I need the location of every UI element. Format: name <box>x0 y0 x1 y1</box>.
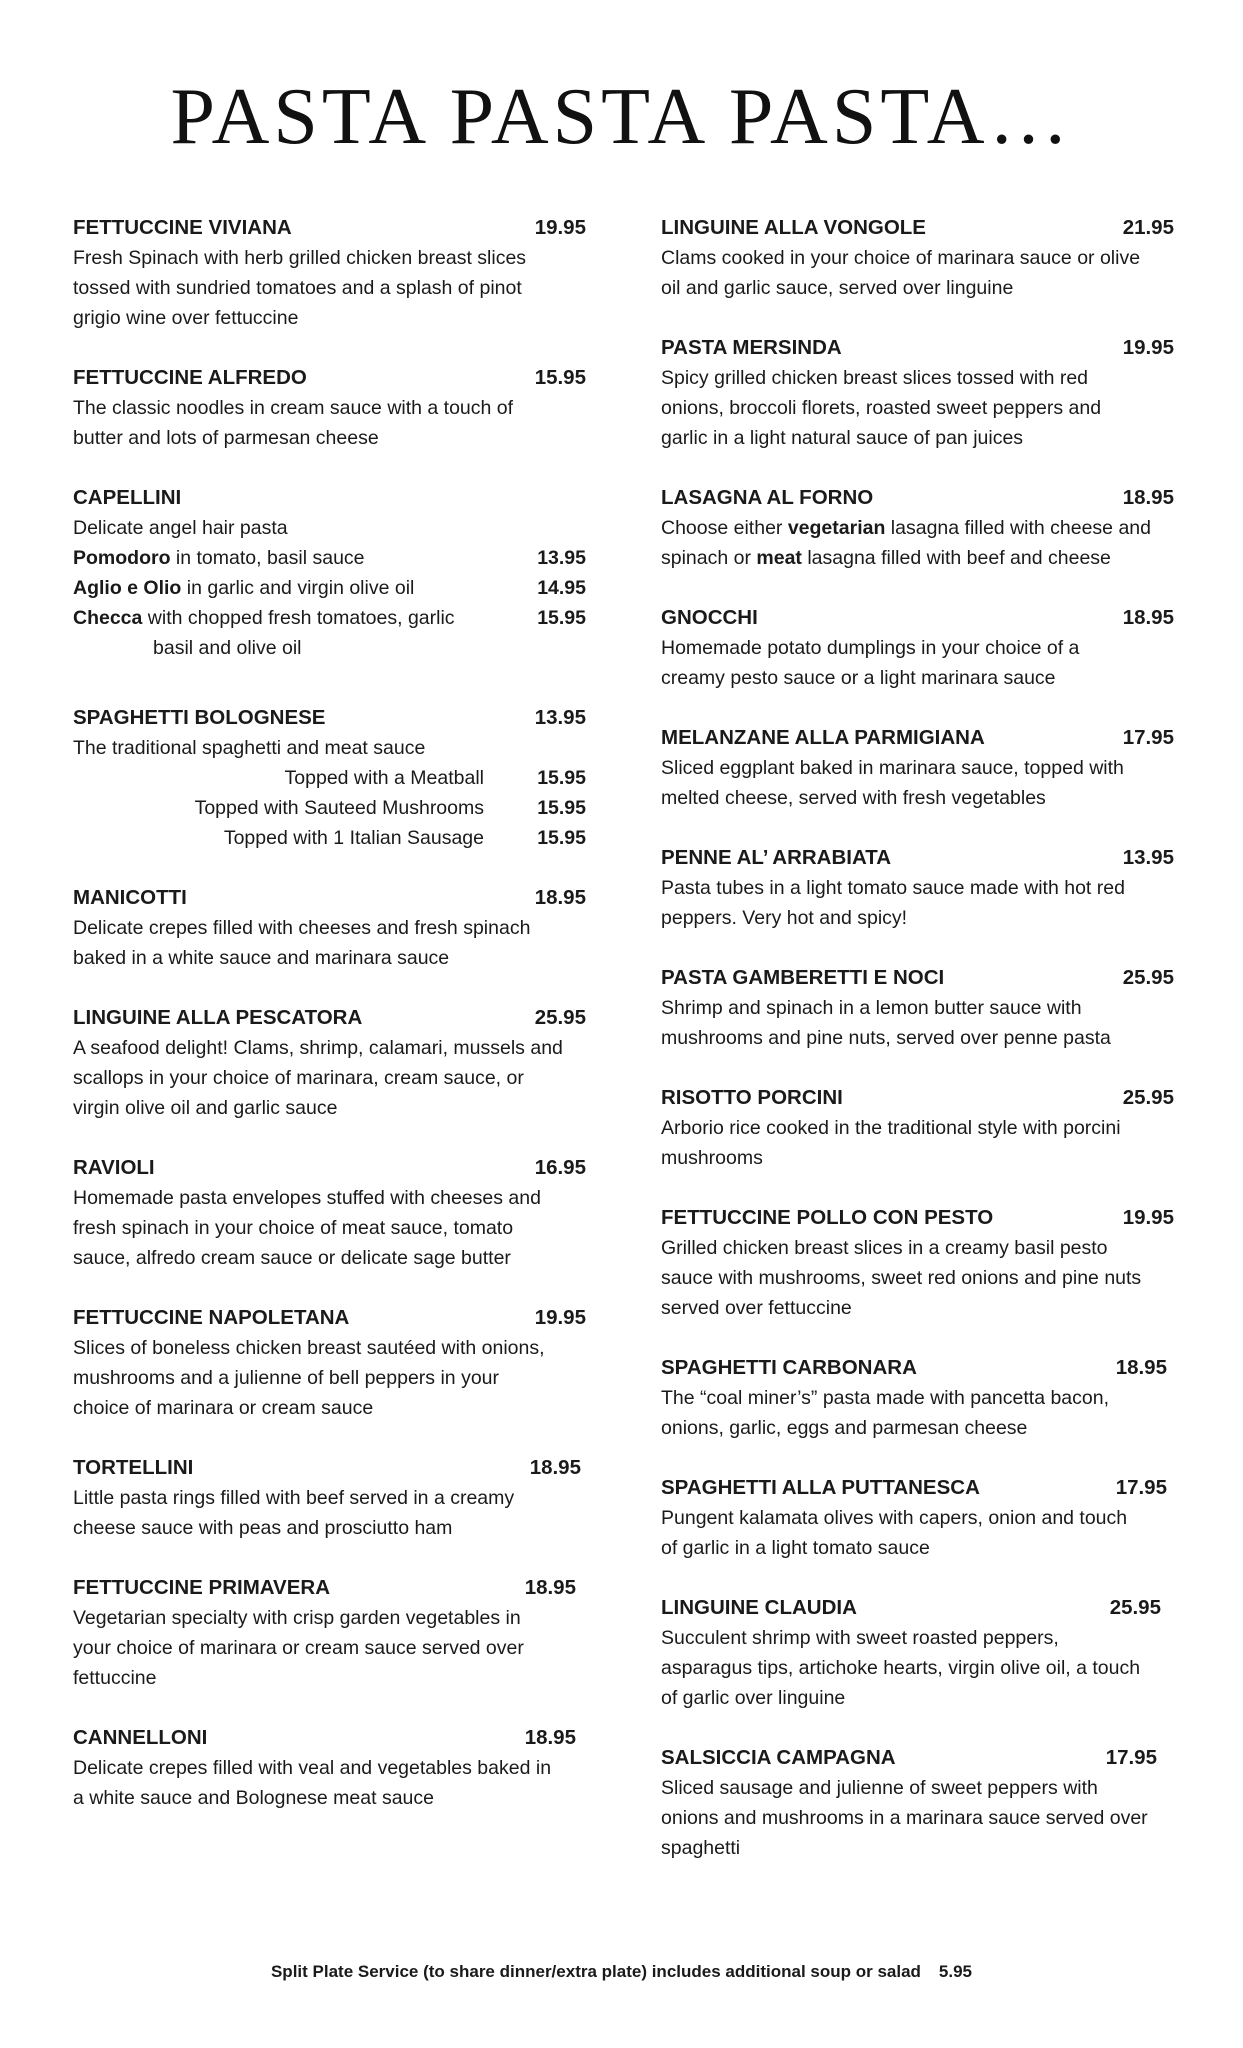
item-name: SPAGHETTI BOLOGNESE <box>73 706 326 729</box>
item-description: Grilled chicken breast slices in a creamy basil pesto <box>661 1237 1108 1259</box>
item-description: onions, broccoli florets, roasted sweet peppers and <box>661 397 1102 419</box>
item-description: Homemade potato dumplings in your choice of a <box>661 637 1080 659</box>
item-description: fettuccine <box>73 1667 157 1689</box>
item-name: LINGUINE ALLA PESCATORA <box>73 1006 363 1029</box>
item-description: oil and garlic sauce, served over linguine <box>661 277 1014 299</box>
capellini-option-aglio-e-olio <box>73 573 586 603</box>
item-description: Delicate angel hair pasta <box>73 517 288 539</box>
item-name: RISOTTO PORCINI <box>661 1086 843 1109</box>
desc-text: Choose either <box>661 517 788 539</box>
option-price: 13.95 <box>537 547 586 569</box>
menu-item-tortellini <box>73 1453 581 1543</box>
item-price: 25.95 <box>534 1006 586 1029</box>
topping-label: Topped with Sauteed Mushrooms <box>194 797 484 819</box>
menu-item-manicotti <box>73 883 586 973</box>
item-description: Succulent shrimp with sweet roasted peppers, <box>661 1627 1059 1649</box>
item-price: 25.95 <box>1122 1086 1174 1109</box>
desc-text: spinach or <box>661 547 757 569</box>
capellini-option-checca <box>73 603 586 633</box>
item-description <box>661 513 1174 543</box>
option-price: 14.95 <box>537 577 586 599</box>
item-price: 25.95 <box>1122 966 1174 989</box>
item-name: PASTA GAMBERETTI E NOCI <box>661 966 945 989</box>
menu-item-fettuccine-primavera <box>73 1573 576 1693</box>
menu-item-pasta-mersinda <box>661 333 1174 453</box>
item-name: LINGUINE ALLA VONGOLE <box>661 216 926 239</box>
item-description: cheese sauce with peas and prosciutto ham <box>73 1517 453 1539</box>
item-description: Delicate crepes filled with veal and vegetables baked in <box>73 1757 552 1779</box>
item-price: 18.95 <box>534 886 586 909</box>
item-description: mushrooms and pine nuts, served over penne pasta <box>661 1027 1111 1049</box>
item-description: The traditional spaghetti and meat sauce <box>73 737 426 759</box>
item-price: 18.95 <box>1115 1356 1167 1379</box>
item-description: Arborio rice cooked in the traditional style with porcini <box>661 1117 1121 1139</box>
item-name: LINGUINE CLAUDIA <box>661 1596 857 1619</box>
item-name: FETTUCCINE NAPOLETANA <box>73 1306 350 1329</box>
item-description: Vegetarian specialty with crisp garden vegetables in <box>73 1607 521 1629</box>
option-text: in garlic and virgin olive oil <box>181 577 415 599</box>
option-text-continued: basil and olive oil <box>153 637 302 659</box>
desc-text: lasagna filled with cheese and <box>885 517 1151 539</box>
item-price: 18.95 <box>524 1576 576 1599</box>
item-description: butter and lots of parmesan cheese <box>73 427 379 449</box>
item-description: Pasta tubes in a light tomato sauce made with hot red <box>661 877 1125 899</box>
item-name: RAVIOLI <box>73 1156 155 1179</box>
menu-item-fettuccine-pollo-con-pesto <box>661 1203 1174 1323</box>
item-description: asparagus tips, artichoke hearts, virgin olive oil, a touch <box>661 1657 1141 1679</box>
item-description <box>661 543 1174 573</box>
menu-item-lasagna-al-forno <box>661 483 1174 573</box>
menu-item-fettuccine-viviana <box>73 213 586 333</box>
item-name: MANICOTTI <box>73 886 187 909</box>
item-description: scallops in your choice of marinara, cream sauce, or <box>73 1067 524 1089</box>
topping-option <box>73 763 586 793</box>
item-description: fresh spinach in your choice of meat sauce, tomato <box>73 1217 514 1239</box>
item-name: PASTA MERSINDA <box>661 336 842 359</box>
menu-item-linguine-alla-pescatora <box>73 1003 586 1123</box>
item-description: baked in a white sauce and marinara sauce <box>73 947 450 969</box>
menu-item-spaghetti-bolognese <box>73 703 586 853</box>
menu-title: PASTA PASTA PASTA… <box>170 73 1073 161</box>
desc-emphasis: vegetarian <box>787 517 886 539</box>
item-name: PENNE AL’ ARRABIATA <box>661 846 892 869</box>
item-name: CANNELLONI <box>73 1726 208 1749</box>
item-name: FETTUCCINE ALFREDO <box>73 366 307 389</box>
item-price: 19.95 <box>1122 1206 1174 1229</box>
item-description: virgin olive oil and garlic sauce <box>73 1097 338 1119</box>
item-name: SPAGHETTI CARBONARA <box>661 1356 917 1379</box>
item-description: grigio wine over fettuccine <box>73 307 299 329</box>
item-price: 17.95 <box>1115 1476 1167 1499</box>
topping-price: 15.95 <box>537 767 586 789</box>
item-price: 15.95 <box>534 366 586 389</box>
item-name: LASAGNA AL FORNO <box>661 486 874 509</box>
item-description: onions, garlic, eggs and parmesan cheese <box>661 1417 1028 1439</box>
menu-item-pasta-gamberetti-e-noci <box>661 963 1174 1053</box>
menu-item-melanzane-alla-parmigiana <box>661 723 1174 813</box>
footer-price: 5.95 <box>938 1962 973 1981</box>
menu-item-linguine-alla-vongole <box>661 213 1174 303</box>
item-description: spaghetti <box>661 1837 741 1859</box>
item-description: The “coal miner’s” pasta made with pancetta bacon, <box>661 1387 1110 1409</box>
item-description: sauce, alfredo cream sauce or delicate sage butter <box>73 1247 511 1269</box>
item-description: Spicy grilled chicken breast slices tossed with red <box>661 367 1089 389</box>
item-price: 18.95 <box>1122 606 1174 629</box>
option-text: in tomato, basil sauce <box>170 547 365 569</box>
option-price: 15.95 <box>537 607 586 629</box>
item-description: Pungent kalamata olives with capers, onion and touch <box>661 1507 1128 1529</box>
item-name: CAPELLINI <box>73 486 182 509</box>
topping-option <box>73 793 586 823</box>
item-name: SALSICCIA CAMPAGNA <box>661 1746 896 1769</box>
option-text: with chopped fresh tomatoes, garlic <box>142 607 455 629</box>
item-price: 19.95 <box>1122 336 1174 359</box>
topping-price: 15.95 <box>537 827 586 849</box>
item-description: your choice of marinara or cream sauce served over <box>73 1637 524 1659</box>
option-name: Pomodoro <box>73 547 171 569</box>
item-description: garlic in a light natural sauce of pan juices <box>661 427 1024 449</box>
item-name: TORTELLINI <box>73 1456 194 1479</box>
item-description: Shrimp and spinach in a lemon butter sauce with <box>661 997 1082 1019</box>
item-price: 17.95 <box>1105 1746 1157 1769</box>
item-description: mushrooms and a julienne of bell peppers in your <box>73 1367 500 1389</box>
item-description: mushrooms <box>661 1147 763 1169</box>
item-price: 19.95 <box>534 216 586 239</box>
split-plate-note <box>0 1962 1243 1982</box>
item-description: A seafood delight! Clams, shrimp, calamari, mussels and <box>73 1037 563 1059</box>
item-name: GNOCCHI <box>661 606 758 629</box>
item-price: 18.95 <box>524 1726 576 1749</box>
item-name: MELANZANE ALLA PARMIGIANA <box>661 726 985 749</box>
item-price: 13.95 <box>534 706 586 729</box>
item-description: Delicate crepes filled with cheeses and fresh spinach <box>73 917 531 939</box>
item-description: choice of marinara or cream sauce <box>73 1397 374 1419</box>
menu-item-salsiccia-campagna <box>661 1743 1157 1863</box>
item-price: 18.95 <box>529 1456 581 1479</box>
item-price: 25.95 <box>1109 1596 1161 1619</box>
topping-label: Topped with a Meatball <box>284 767 484 789</box>
menu-item-cannelloni <box>73 1723 576 1813</box>
item-description: onions and mushrooms in a marinara sauce served over <box>661 1807 1148 1829</box>
item-description: Sliced sausage and julienne of sweet peppers with <box>661 1777 1098 1799</box>
menu-item-capellini <box>73 483 586 663</box>
item-price: 16.95 <box>534 1156 586 1179</box>
menu-item-spaghetti-carbonara <box>661 1353 1167 1443</box>
topping-label: Topped with 1 Italian Sausage <box>223 827 484 849</box>
item-description: melted cheese, served with fresh vegetables <box>661 787 1046 809</box>
menu-item-fettuccine-alfredo <box>73 363 586 453</box>
item-description: served over fettuccine <box>661 1297 852 1319</box>
menu-item-spaghetti-alla-puttanesca <box>661 1473 1167 1563</box>
option-name: Aglio e Olio <box>73 577 182 599</box>
desc-text: lasagna filled with beef and cheese <box>801 547 1111 569</box>
item-description: of garlic in a light tomato sauce <box>661 1537 930 1559</box>
item-price: 18.95 <box>1122 486 1174 509</box>
menu-item-risotto-porcini <box>661 1083 1174 1173</box>
item-price: 19.95 <box>534 1306 586 1329</box>
item-name: FETTUCCINE VIVIANA <box>73 216 292 239</box>
menu-item-gnocchi <box>661 603 1174 693</box>
item-description: sauce with mushrooms, sweet red onions and pine nuts <box>661 1267 1142 1289</box>
item-description: peppers. Very hot and spicy! <box>661 907 908 929</box>
footer-text: Split Plate Service (to share dinner/extra plate) includes additional soup or salad <box>270 1962 921 1981</box>
menu-item-fettuccine-napoletana <box>73 1303 586 1423</box>
option-name: Checca <box>73 607 143 629</box>
item-description: Little pasta rings filled with beef served in a creamy <box>73 1487 515 1509</box>
item-price: 13.95 <box>1122 846 1174 869</box>
item-description: of garlic over linguine <box>661 1687 846 1709</box>
item-description: Slices of boneless chicken breast sautéed with onions, <box>73 1337 545 1359</box>
menu-item-penne-al-arrabiata <box>661 843 1174 933</box>
item-description: The classic noodles in cream sauce with a touch of <box>73 397 514 419</box>
item-description: creamy pesto sauce or a light marinara sauce <box>661 667 1056 689</box>
topping-option <box>73 823 586 853</box>
topping-price: 15.95 <box>537 797 586 819</box>
item-price: 17.95 <box>1122 726 1174 749</box>
desc-emphasis: meat <box>756 547 802 569</box>
item-description: tossed with sundried tomatoes and a splash of pinot <box>73 277 522 299</box>
menu-item-linguine-claudia <box>661 1593 1161 1713</box>
item-description: a white sauce and Bolognese meat sauce <box>73 1787 434 1809</box>
item-name: FETTUCCINE PRIMAVERA <box>73 1576 331 1599</box>
item-description: Homemade pasta envelopes stuffed with cheeses and <box>73 1187 541 1209</box>
item-name: FETTUCCINE POLLO CON PESTO <box>661 1206 994 1229</box>
item-description: Clams cooked in your choice of marinara sauce or olive <box>661 247 1141 269</box>
item-description: Sliced eggplant baked in marinara sauce, topped with <box>661 757 1124 779</box>
item-description: Fresh Spinach with herb grilled chicken breast slices <box>73 247 527 269</box>
item-name: SPAGHETTI ALLA PUTTANESCA <box>661 1476 980 1499</box>
capellini-option-pomodoro <box>73 543 586 573</box>
item-price: 21.95 <box>1122 216 1174 239</box>
menu-item-ravioli <box>73 1153 586 1273</box>
